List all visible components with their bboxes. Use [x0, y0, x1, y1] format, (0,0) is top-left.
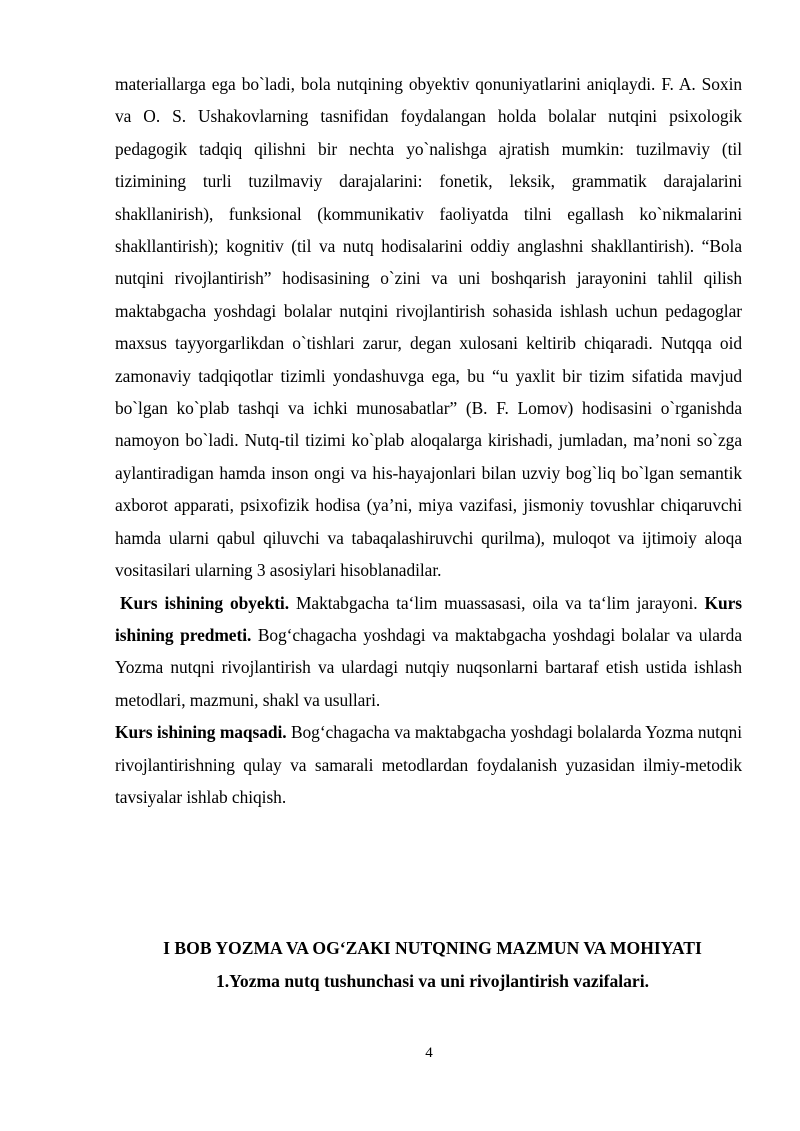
course-subject-text: Bog‘chagacha yoshdagi va maktabgacha yoshdagi bolalar va ularda Yozma nutqni rivojlantirish va ulardagi nutqiy nuqsonlarni bartaraf etish ustida ishlash metodlari, mazmuni, shakl va usullari.	[115, 624, 742, 710]
course-object-paragraph	[115, 587, 742, 717]
course-goal-paragraph	[115, 716, 742, 813]
course-object-label: Kurs ishining obyekti.	[120, 592, 290, 613]
chapter-title: I BOB YOZMA VA OG‘ZAKI NUTQNING MAZMUN VA MOHIYATI	[163, 938, 702, 958]
body-paragraph: materiallarga ega bo`ladi, bola nutqining obyektiv qonuniyatlarini aniqlaydi. F. A. Soxin va O. S. Ushakovlarning tasnifidan foydalangan holda bolalar nutqini psixologik pedagogik tadqiq qilishni bir nechta yo`nalishga ajratish mumkin: tuzilmaviy (til tizimining turli tuzilmaviy darajalarini: fonetik, leksik, grammatik darajalarini shakllanirish), funksional (kommunikativ faoliyatda tilni egallash ko`nikmalarini shakllantirish); kognitiv (til va nutq hodisalarini oddiy anglashni shakllantirish). “Bola nutqini rivojlantirish” hodisasining o`zini va uni boshqarish jarayonini tahlil qilish maktabgacha yoshdagi bolalar nutqini rivojlantirish sohasida ishlash uchun pedagoglar maxsus tayyorgarlikdan o`tishlari zarur, degan xulosani keltirib chiqaradi. Nutqqa oid zamonaviy tadqiqotlar tizimli yondashuvga ega, bu “u yaxlit bir tizim sifatida mavjud bo`lgan ko`plab tashqi va ichki munosabatlar” (B. F. Lomov) hodisasini o`rganishda namoyon bo`ladi. Nutq-til tizimi ko`plab aloqalarga kirishadi, jumladan, ma’noni so`zga aylantiradigan hamda inson ongi va his-hayajonlari bilan uzviy bog`liq bo`lgan semantik axborot apparati, psixofizik hodisa (ya’ni, miya vazifasi, jismoniy tovushlar chiqaruvchi hamda ularni qabul qiluvchi va tabaqalashiruvchi qurilma), muloqot va ijtimoiy aloqa vositasilari ularning 3 asosiylari hisoblanadilar.	[115, 74, 742, 581]
section-title: 1.Yozma nutq tushunchasi va uni rivojlantirish vazifalari.	[215, 971, 650, 991]
course-goal-text: Bog‘chagacha va maktabgacha yoshdagi bolalarda Yozma nutqni rivojlantirishning qulay va samarali metodlardan foydalanish yuzasidan ilmiy-metodik tavsiyalar ishlab chiqish.	[115, 722, 742, 807]
course-goal-label: Kurs ishining maqsadi.	[115, 722, 287, 743]
page-number: 4	[425, 1045, 433, 1061]
course-subject-label: Kurs ishining predmeti.	[115, 592, 742, 645]
course-object-text: Maktabgacha ta‘lim muassasasi, oila va ta‘lim jarayoni.	[289, 592, 705, 613]
page-body	[115, 68, 742, 813]
